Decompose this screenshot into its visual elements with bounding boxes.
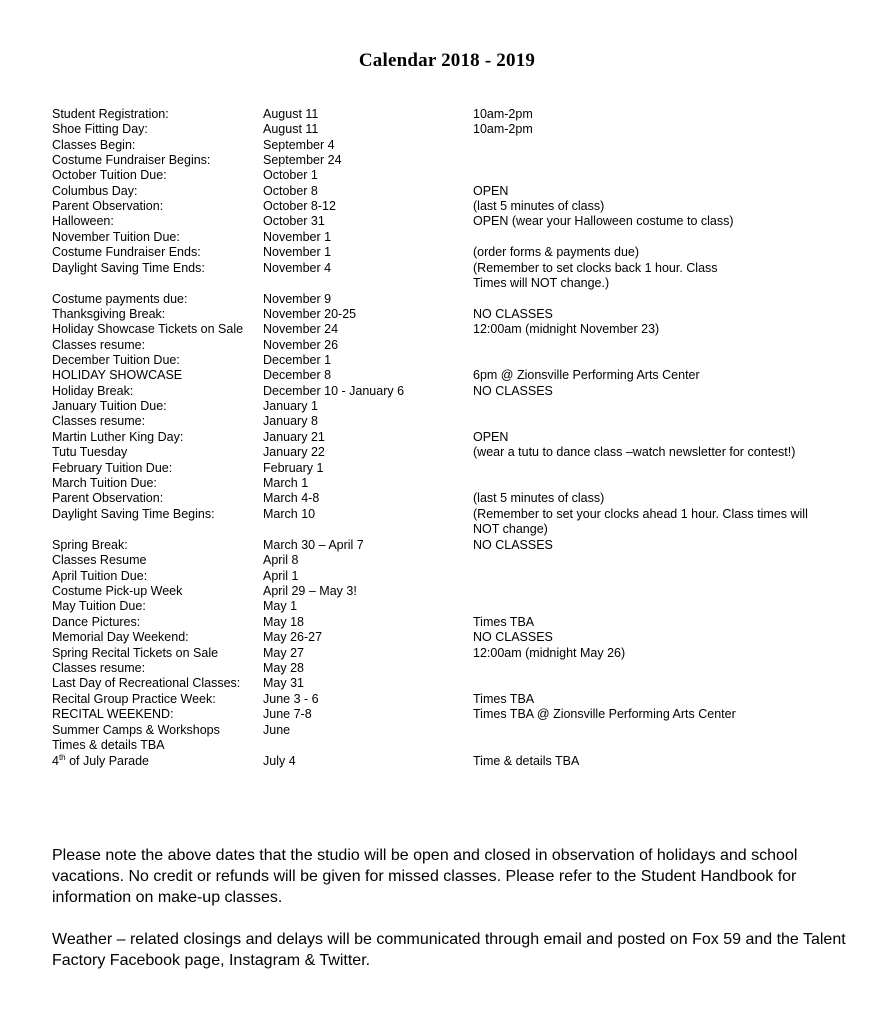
event-date: April 29 – May 3! xyxy=(263,584,357,598)
event-name: Classes resume: xyxy=(52,338,146,352)
event-date: November 26 xyxy=(263,338,339,352)
table-row xyxy=(0,646,894,662)
event-name: Costume Pick-up Week xyxy=(52,584,183,598)
table-row xyxy=(0,522,894,538)
event-date: August 11 xyxy=(263,107,319,121)
event-note: (wear a tutu to dance class –watch newsletter for contest!) xyxy=(473,445,796,459)
event-name: Dance Pictures: xyxy=(52,615,141,629)
table-row xyxy=(0,214,894,230)
event-note: Times will NOT change.) xyxy=(473,276,610,290)
event-date: January 21 xyxy=(263,430,325,444)
table-row xyxy=(0,322,894,338)
event-name: Daylight Saving Time Ends: xyxy=(52,261,205,275)
table-row xyxy=(0,723,894,739)
event-name: Spring Break: xyxy=(52,538,128,552)
table-row xyxy=(0,261,894,277)
event-date: October 31 xyxy=(263,214,325,228)
event-date: May 26-27 xyxy=(263,630,323,644)
event-date: April 1 xyxy=(263,569,299,583)
table-row xyxy=(0,184,894,200)
event-date: September 4 xyxy=(263,138,335,152)
event-note: NO CLASSES xyxy=(473,630,553,644)
event-name: October Tuition Due: xyxy=(52,168,167,182)
table-row xyxy=(0,230,894,246)
event-name: Parent Observation: xyxy=(52,199,164,213)
event-date: May 28 xyxy=(263,661,304,675)
table-row xyxy=(0,138,894,154)
event-note: Times TBA xyxy=(473,615,535,629)
event-date: June xyxy=(263,723,291,737)
event-date: October 8 xyxy=(263,184,318,198)
event-date: May 27 xyxy=(263,646,304,660)
event-name: Classes Begin: xyxy=(52,138,136,152)
event-date: February 1 xyxy=(263,461,324,475)
event-name: Holiday Showcase Tickets on Sale xyxy=(52,322,244,336)
event-name: January Tuition Due: xyxy=(52,399,167,413)
table-row xyxy=(0,307,894,323)
event-note: NO CLASSES xyxy=(473,538,553,552)
event-name: Last Day of Recreational Classes: xyxy=(52,676,241,690)
event-note: OPEN xyxy=(473,184,509,198)
event-name: Halloween: xyxy=(52,214,114,228)
event-date: November 20-25 xyxy=(263,307,357,321)
event-name: Parent Observation: xyxy=(52,491,164,505)
event-name: Times & details TBA xyxy=(52,738,165,752)
table-row xyxy=(0,445,894,461)
table-row xyxy=(0,107,894,123)
table-row xyxy=(0,692,894,708)
table-row xyxy=(0,276,894,292)
table-row xyxy=(0,338,894,354)
event-note: 10am-2pm xyxy=(473,122,533,136)
table-row xyxy=(0,122,894,138)
event-name: December Tuition Due: xyxy=(52,353,180,367)
event-note: (order forms & payments due) xyxy=(473,245,640,259)
table-row xyxy=(0,615,894,631)
event-name: Martin Luther King Day: xyxy=(52,430,184,444)
table-row xyxy=(0,292,894,308)
event-name: Summer Camps & Workshops xyxy=(52,723,220,737)
event-date: June 3 - 6 xyxy=(263,692,319,706)
event-name: 4th of July Parade xyxy=(52,752,150,768)
event-name: Student Registration: xyxy=(52,107,169,121)
table-row xyxy=(0,584,894,600)
table-row xyxy=(0,430,894,446)
event-name: Columbus Day: xyxy=(52,184,138,198)
table-row xyxy=(0,368,894,384)
event-date: November 9 xyxy=(263,292,332,306)
table-row xyxy=(0,754,894,770)
event-note: 10am-2pm xyxy=(473,107,533,121)
event-date: November 24 xyxy=(263,322,339,336)
event-name: Shoe Fitting Day: xyxy=(52,122,148,136)
table-row xyxy=(0,461,894,477)
event-name: Holiday Break: xyxy=(52,384,134,398)
event-note: 12:00am (midnight November 23) xyxy=(473,322,660,336)
event-date: April 8 xyxy=(263,553,299,567)
event-note: OPEN xyxy=(473,430,509,444)
table-row xyxy=(0,491,894,507)
event-note: (last 5 minutes of class) xyxy=(473,491,605,505)
event-date: May 1 xyxy=(263,599,298,613)
table-row xyxy=(0,538,894,554)
table-row xyxy=(0,630,894,646)
table-row xyxy=(0,414,894,430)
event-note: (last 5 minutes of class) xyxy=(473,199,605,213)
event-date: October 1 xyxy=(263,168,318,182)
event-name: Costume Fundraiser Ends: xyxy=(52,245,201,259)
table-row xyxy=(0,707,894,723)
event-note: (Remember to set your clocks ahead 1 hour. Class times will xyxy=(473,507,808,521)
event-name: May Tuition Due: xyxy=(52,599,146,613)
event-note: NOT change) xyxy=(473,522,548,536)
table-row xyxy=(0,384,894,400)
event-date: December 8 xyxy=(263,368,332,382)
event-name: Spring Recital Tickets on Sale xyxy=(52,646,219,660)
table-row xyxy=(0,153,894,169)
event-name: RECITAL WEEKEND: xyxy=(52,707,174,721)
event-date: December 1 xyxy=(263,353,332,367)
table-row xyxy=(0,569,894,585)
event-date: March 1 xyxy=(263,476,309,490)
event-name: HOLIDAY SHOWCASE xyxy=(52,368,183,382)
event-name: Memorial Day Weekend: xyxy=(52,630,189,644)
event-date: November 1 xyxy=(263,230,332,244)
event-note: Time & details TBA xyxy=(473,754,580,768)
event-date: July 4 xyxy=(263,754,296,768)
event-name: Classes Resume xyxy=(52,553,147,567)
event-name: Costume payments due: xyxy=(52,292,188,306)
event-note: Times TBA xyxy=(473,692,535,706)
event-name: Tutu Tuesday xyxy=(52,445,128,459)
event-date: March 10 xyxy=(263,507,316,521)
event-name: Costume Fundraiser Begins: xyxy=(52,153,211,167)
event-name: Recital Group Practice Week: xyxy=(52,692,216,706)
event-note: NO CLASSES xyxy=(473,307,553,321)
event-note: Times TBA @ Zionsville Performing Arts Center xyxy=(473,707,736,721)
table-row xyxy=(0,168,894,184)
event-name: April Tuition Due: xyxy=(52,569,148,583)
event-name: March Tuition Due: xyxy=(52,476,157,490)
event-date: January 1 xyxy=(263,399,318,413)
table-row xyxy=(0,553,894,569)
event-date: June 7-8 xyxy=(263,707,312,721)
table-row xyxy=(0,738,894,754)
table-row xyxy=(0,476,894,492)
table-row xyxy=(0,245,894,261)
table-row xyxy=(0,399,894,415)
table-row xyxy=(0,507,894,523)
event-date: August 11 xyxy=(263,122,319,136)
event-note: 12:00am (midnight May 26) xyxy=(473,646,626,660)
event-date: November 1 xyxy=(263,245,332,259)
event-name: February Tuition Due: xyxy=(52,461,173,475)
table-row xyxy=(0,199,894,215)
event-note: (Remember to set clocks back 1 hour. Class xyxy=(473,261,718,275)
table-row xyxy=(0,353,894,369)
table-row xyxy=(0,661,894,677)
event-date: March 4-8 xyxy=(263,491,320,505)
event-name: Classes resume: xyxy=(52,414,146,428)
table-row xyxy=(0,599,894,615)
weather-paragraph: Weather – related closings and delays will be communicated through email and posted on Fox 59 and the Talent Factory Facebook page, Instagram & Twitter. xyxy=(52,931,846,969)
event-date: May 18 xyxy=(263,615,304,629)
event-note: OPEN (wear your Halloween costume to class) xyxy=(473,214,734,228)
event-name: Classes resume: xyxy=(52,661,146,675)
event-name: Daylight Saving Time Begins: xyxy=(52,507,215,521)
event-date: January 22 xyxy=(263,445,325,459)
event-date: May 31 xyxy=(263,676,304,690)
event-date: January 8 xyxy=(263,414,318,428)
event-note: 6pm @ Zionsville Performing Arts Center xyxy=(473,368,700,382)
event-date: November 4 xyxy=(263,261,332,275)
event-name: November Tuition Due: xyxy=(52,230,180,244)
event-note: NO CLASSES xyxy=(473,384,553,398)
event-name: Thanksgiving Break: xyxy=(52,307,166,321)
event-date: September 24 xyxy=(263,153,342,167)
event-date: October 8-12 xyxy=(263,199,336,213)
table-row xyxy=(0,676,894,692)
policy-paragraph: Please note the above dates that the studio will be open and closed in observation of holidays and school vacations. No credit or refunds will be given for missed classes. Please refer to the Student Handbook for information on make-up classes. xyxy=(52,847,798,906)
page-title: Calendar 2018 - 2019 xyxy=(358,50,536,71)
event-date: March 30 – April 7 xyxy=(263,538,364,552)
event-date: December 10 - January 6 xyxy=(263,384,405,398)
